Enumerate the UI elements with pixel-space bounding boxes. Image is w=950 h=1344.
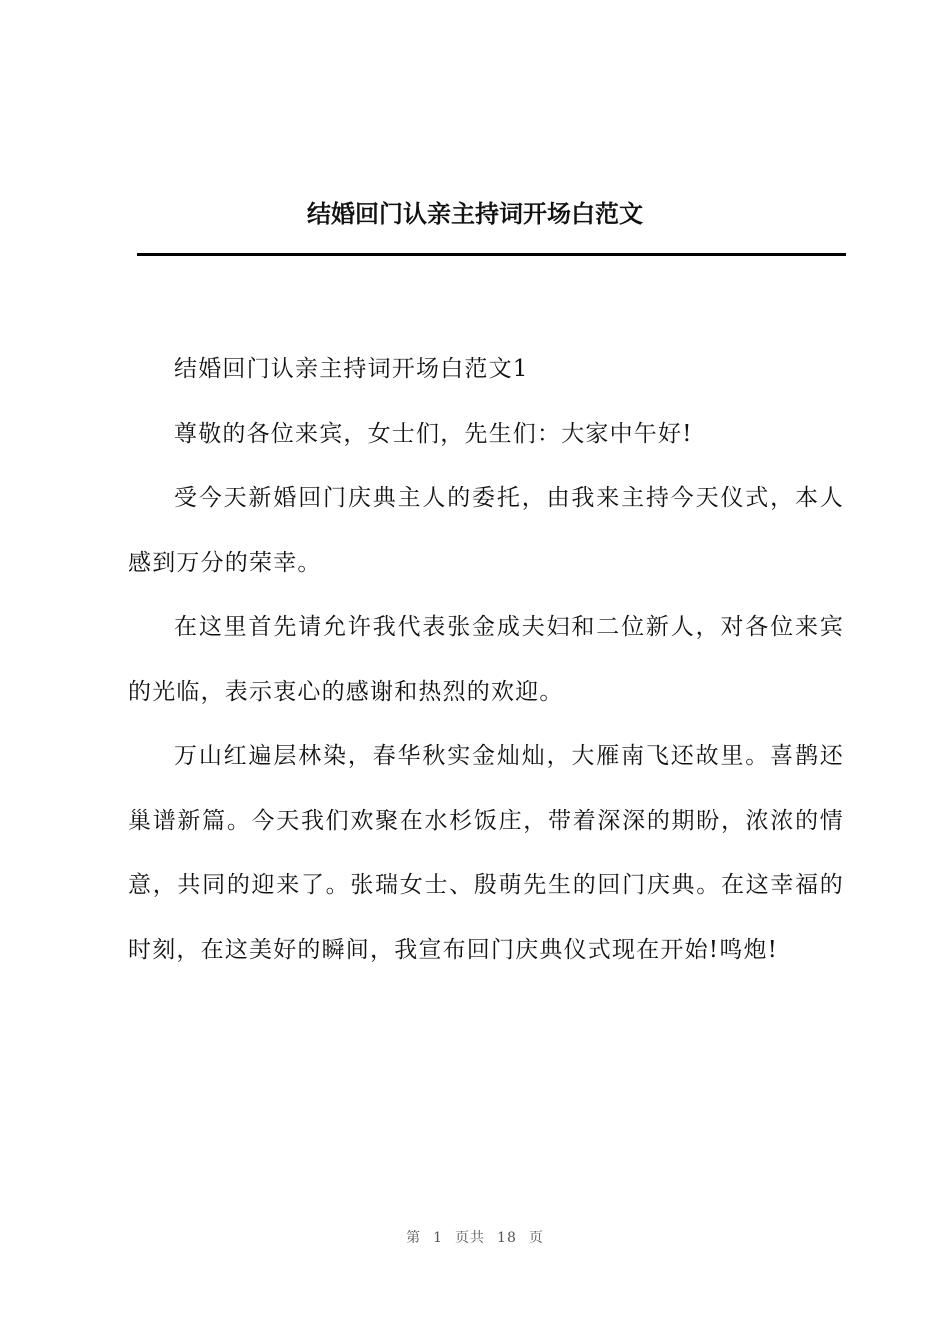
footer-middle: 页共 [455, 1230, 486, 1246]
paragraph: 受今天新婚回门庆典主人的委托，由我来主持今天仪式，本人感到万分的荣幸。 [128, 485, 844, 576]
footer-current-page: 1 [433, 1230, 444, 1246]
footer-suffix: 页 [528, 1230, 544, 1246]
page-footer [0, 1227, 950, 1247]
document-title: 结婚回门认亲主持词开场白范文 [307, 199, 643, 228]
document-body [128, 337, 844, 982]
paragraph: 在这里首先请允许我代表张金成夫妇和二位新人，对各位来宾的光临，表示衷心的感谢和热烈的欢迎。 [128, 614, 844, 705]
footer-total-pages: 18 [497, 1230, 517, 1246]
paragraph: 万山红遍层林染，春华秋实金灿灿，大雁南飞还故里。喜鹊还巢谱新篇。今天我们欢聚在水杉饭庄，带着深深的期盼，浓浓的情意，共同的迎来了。张瑞女士、殷萌先生的回门庆典。在这幸福的时刻，在这美好的瞬间，我宣布回门庆典仪式现在开始!鸣炮! [128, 743, 844, 963]
footer-prefix: 第 [406, 1230, 422, 1246]
greeting-paragraph: 尊敬的各位来宾，女士们，先生们：大家中午好! [174, 420, 693, 447]
section-heading: 结婚回门认亲主持词开场白范文1 [174, 356, 529, 382]
title-divider [137, 253, 846, 256]
